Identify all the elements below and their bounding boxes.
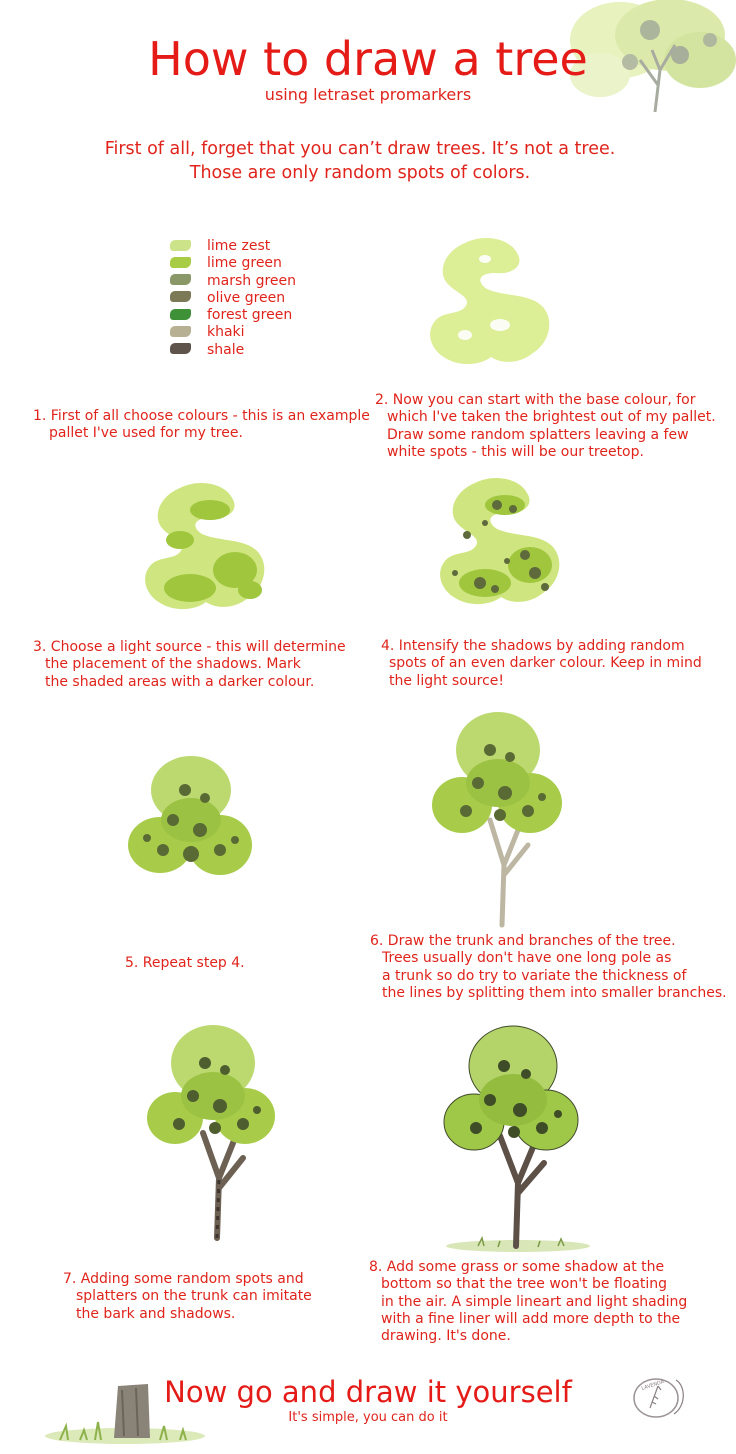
palette-item: [170, 290, 296, 307]
swatch: [170, 343, 191, 354]
step-8-line: in the air. A simple lineart and light shading: [381, 1293, 688, 1310]
color-palette-legend: [170, 238, 296, 359]
step-2-line: which I've taken the brightest out of my pallet.: [387, 409, 716, 426]
step-5-line: 5. Repeat step 4.: [125, 955, 245, 971]
palette-label: shale: [207, 341, 245, 358]
palette-label: forest green: [207, 307, 293, 324]
step-4-line: the light source!: [389, 672, 505, 689]
swatch: [170, 326, 191, 337]
artist-signature-logo: [628, 1374, 688, 1422]
intro-line-2: Those are only random spots of colors.: [189, 163, 531, 183]
step-3-treetop-shaded: [140, 480, 272, 615]
palette-item: [170, 273, 296, 290]
step-4-treetop-dark-spots: [435, 475, 567, 615]
swatch: [170, 257, 191, 268]
step-3-line: 3. Choose a light source - this will determine: [33, 639, 346, 655]
palette-item: [170, 238, 296, 255]
step-3-text: [33, 639, 346, 691]
step-1-text: [33, 408, 370, 443]
intro-line-1: First of all, forget that you can’t draw trees. It’s not a tree.: [104, 139, 616, 159]
step-1-line: 1. First of all choose colours - this is an example: [33, 408, 370, 424]
step-3-line: the placement of the shadows. Mark: [45, 656, 301, 673]
palette-item: [170, 307, 296, 324]
palette-label: khaki: [207, 324, 245, 341]
step-6-line: Trees usually don't have one long pole as: [382, 950, 672, 967]
step-7-line: the bark and shadows.: [76, 1305, 236, 1322]
step-8-line: drawing. It's done.: [381, 1328, 511, 1345]
step-6-text: [370, 933, 727, 1002]
page-subtitle: using letraset promarkers: [264, 85, 472, 104]
step-7-line: splatters on the trunk can imitate: [76, 1288, 312, 1305]
step-4-line: spots of an even darker colour. Keep in mind: [389, 655, 702, 672]
step-8-line: with a fine liner will add more depth to the: [381, 1310, 681, 1327]
closing-headline: Now go and draw it yourself: [164, 1375, 572, 1409]
step-7-tree-with-bark: [145, 1018, 275, 1243]
swatch: [170, 291, 191, 302]
step-2-line: 2. Now you can start with the base colour, for: [375, 392, 696, 408]
step-6-line: a trunk so do try to variate the thickness of: [382, 967, 687, 984]
step-6-tree-with-trunk: [430, 705, 565, 930]
step-4-line: 4. Intensify the shadows by adding random: [381, 638, 685, 654]
step-8-finished-tree: [438, 1018, 598, 1258]
step-2-text: [375, 392, 716, 461]
palette-item: [170, 342, 296, 359]
palette-label: olive green: [207, 289, 286, 306]
intro-text: [60, 137, 660, 185]
step-8-line: 8. Add some grass or some shadow at the: [369, 1259, 665, 1275]
step-3-line: the shaded areas with a darker colour.: [45, 673, 315, 690]
step-4-text: [381, 638, 702, 690]
palette-label: lime zest: [207, 238, 271, 254]
step-2-line: white spots - this will be our treetop.: [387, 443, 644, 460]
palette-item: [170, 255, 296, 272]
step-7-text: [63, 1271, 312, 1323]
swatch: [170, 274, 191, 285]
swatch: [170, 240, 191, 251]
step-8-line: bottom so that the tree won't be floating: [381, 1276, 668, 1293]
swatch: [170, 309, 191, 320]
palette-label: marsh green: [207, 272, 297, 289]
step-6-line: the lines by splitting them into smaller branches.: [382, 984, 727, 1001]
step-2-line: Draw some random splatters leaving a few: [387, 426, 689, 443]
closing-subline: It's simple, you can do it: [288, 1410, 448, 1425]
step-8-text: [369, 1259, 687, 1345]
page-title: How to draw a tree: [148, 32, 588, 86]
step-6-line: 6. Draw the trunk and branches of the tree.: [370, 933, 676, 949]
palette-item: [170, 324, 296, 341]
step-2-treetop-base: [425, 235, 555, 370]
step-1-line: pallet I've used for my tree.: [49, 425, 243, 442]
svg-text:LAVENDA: LAVENDA: [640, 1378, 665, 1392]
step-5-text: [125, 955, 245, 972]
palette-label: lime green: [207, 255, 282, 272]
step-5-treetop-repeated: [125, 750, 257, 890]
step-7-line: 7. Adding some random spots and: [63, 1271, 304, 1287]
